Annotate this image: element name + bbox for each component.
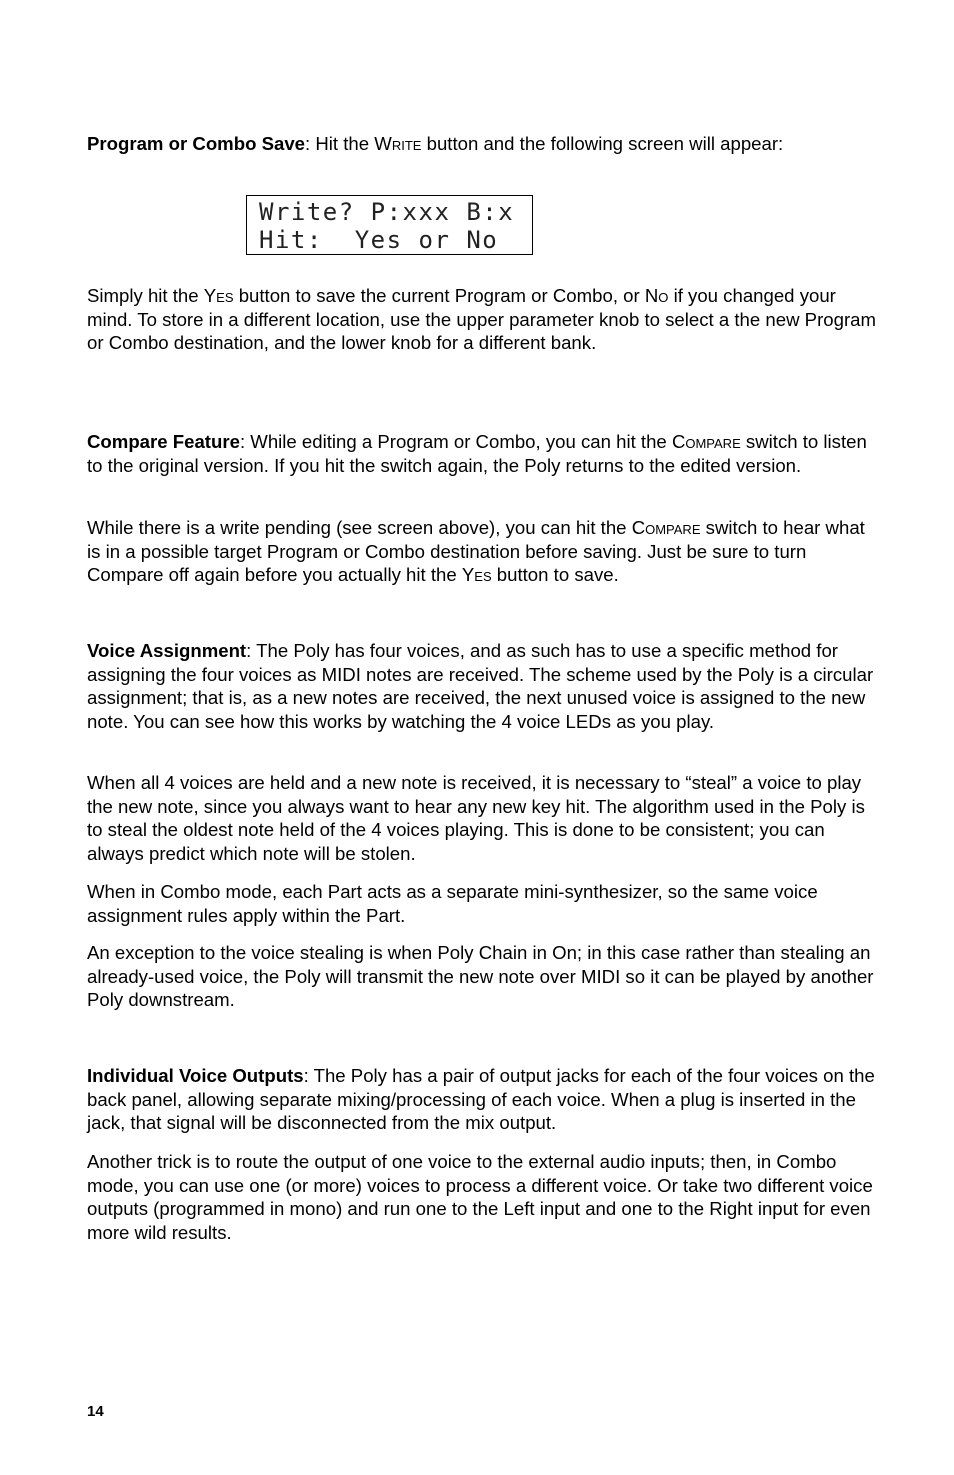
compare-switch-label: Compare xyxy=(671,431,741,452)
outputs-paragraph: Individual Voice Outputs: The Poly has a pair of output jacks for each of the four voices on the back panel, allowing separate mixing/processing of each voice. When a plug is inserted in the jack, that signal will be disconnected from the mix output. xyxy=(87,1065,875,1134)
trick-paragraph: Another trick is to route the output of one voice to the external audio inputs; then, in Combo mode, you can use one (or more) voices to process a different voice. Or take two different voice outputs (programmed in mono) and run one to the Left input and one to the Right input for even more wild results. xyxy=(87,1151,873,1243)
yes-button-label: Yes xyxy=(203,285,234,306)
combo-paragraph: When in Combo mode, each Part acts as a separate mini-synthesizer, so the same voice assignment rules apply within the Part. xyxy=(87,881,818,926)
outputs-heading: Individual Voice Outputs xyxy=(87,1065,304,1086)
voice-heading: Voice Assignment xyxy=(87,640,247,661)
compare-switch-label: Compare xyxy=(631,517,701,538)
page-number: 14 xyxy=(87,1403,104,1420)
simply-paragraph: Simply hit the Yes button to save the current Program or Combo, or No if you changed your mind. To store in a different location, use the upper parameter knob to select a the new Program or Combo destination, and the lower knob for a different bank. xyxy=(87,285,876,354)
save-paragraph: Program or Combo Save: Hit the Write button and the following screen will appear: xyxy=(87,133,784,154)
lcd-line-1: Write? P:xxx B:x xyxy=(259,198,515,226)
exception-paragraph: An exception to the voice stealing is when Poly Chain in On; in this case rather than stealing an already-used voice, the Poly will transmit the new note over MIDI so it can be played by another Poly downstream. xyxy=(87,942,874,1011)
voice-paragraph: Voice Assignment: The Poly has four voices, and as such has to use a specific method for assigning the four voices as MIDI notes are received. The scheme used by the Poly is a circular assignment; that is, as a new notes are received, the next unused voice is assigned to the new note. You can see how this works by watching the 4 voice LEDs as you play. xyxy=(87,640,874,732)
compare-paragraph: Compare Feature: While editing a Program or Combo, you can hit the Compare switch to listen to the original version. If you hit the switch again, the Poly returns to the edited version. xyxy=(87,431,867,476)
write-button-label: Write xyxy=(374,133,422,154)
lcd-line-2: Hit: Yes or No xyxy=(259,226,499,254)
compare-heading: Compare Feature xyxy=(87,431,240,452)
yes-button-label: Yes xyxy=(461,564,492,586)
no-button-label: No xyxy=(644,285,669,306)
pending-paragraph: While there is a write pending (see screen above), you can hit the Compare switch to hear what is in a possible target Program or Combo destination before saving. Just be sure to turn Compare off again before you actually hit the Yes button to save. xyxy=(87,517,865,586)
steal-paragraph: When all 4 voices are held and a new note is received, it is necessary to “steal” a voice to play the new note, since you always want to hear any new key hit. The algorithm used in the Poly is to steal the oldest note held of the 4 voices playing. This is done to be consistent; you can always predict which note will be stolen. xyxy=(87,772,865,864)
save-heading: Program or Combo Save xyxy=(87,133,306,154)
lcd-screen xyxy=(246,195,533,255)
